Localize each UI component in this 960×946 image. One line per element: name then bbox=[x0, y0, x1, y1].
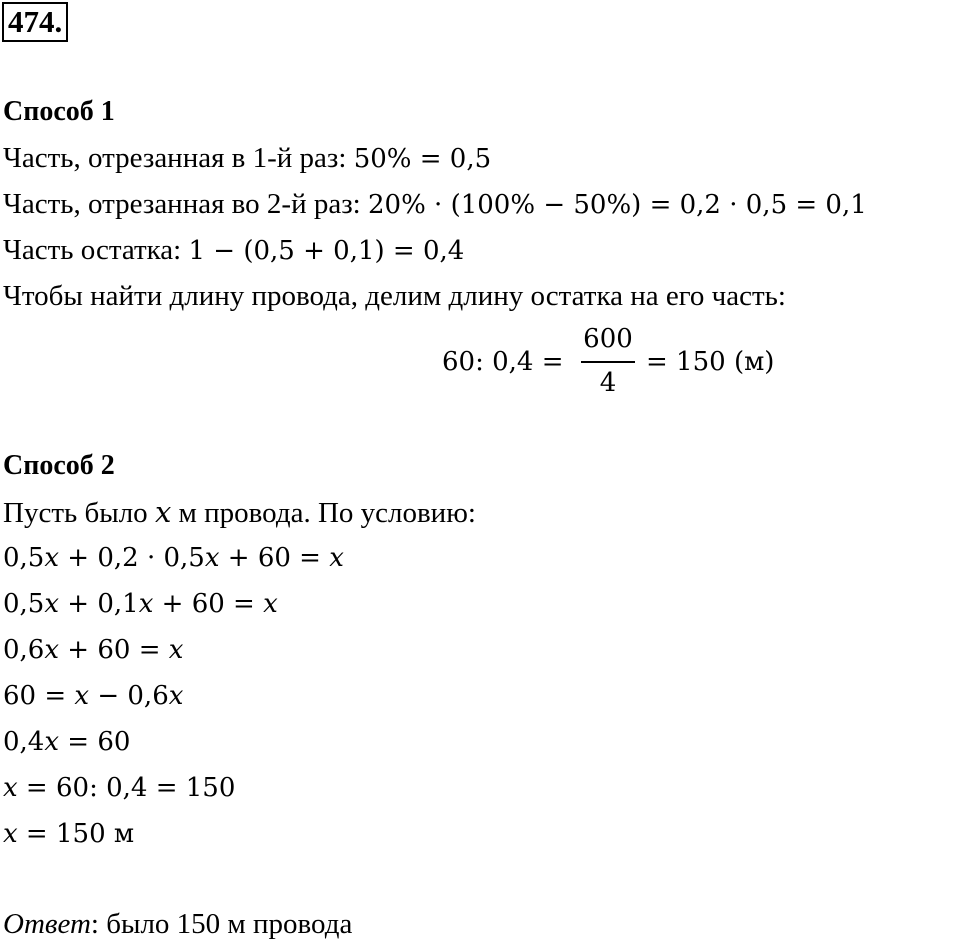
formula-numerator: 600 bbox=[583, 324, 633, 354]
intro-pre: Пусть было bbox=[3, 497, 155, 529]
line1-math: 50% = 0,5 bbox=[353, 144, 492, 174]
problem-number: 474. bbox=[2, 2, 68, 42]
method1-line3 bbox=[3, 232, 464, 269]
variable-x: x bbox=[44, 589, 60, 619]
formula-right: = 150 (м) bbox=[646, 347, 775, 377]
method1-line2 bbox=[3, 186, 867, 223]
variable-x: x bbox=[204, 543, 220, 573]
variable-x: x bbox=[74, 681, 90, 711]
answer bbox=[3, 906, 352, 942]
step-3: 0,6x + 60 = x bbox=[3, 635, 184, 665]
variable-x: x bbox=[168, 681, 184, 711]
variable-x: x bbox=[44, 727, 60, 757]
method1-heading: Способ 1 bbox=[3, 96, 115, 127]
variable-x: x bbox=[44, 635, 60, 665]
intro-post: м провода. По условию: bbox=[171, 497, 476, 529]
step-1: 0,5x + 0,2 · 0,5x + 60 = x bbox=[3, 543, 344, 573]
step-4: 60 = x − 0,6x bbox=[3, 681, 184, 711]
variable-x: x bbox=[329, 543, 344, 573]
variable-x: x bbox=[168, 635, 184, 665]
intro-var: x bbox=[154, 495, 172, 529]
fraction-bar bbox=[581, 361, 635, 363]
method1-line1 bbox=[3, 140, 491, 177]
answer-text: : было 150 м провода bbox=[90, 908, 353, 940]
step-7: x = 150 м bbox=[3, 819, 135, 849]
line2-math: 20% · (100% − 50%) = 0,2 · 0,5 = 0,1 bbox=[368, 190, 867, 220]
formula-left: 60: 0,4 = bbox=[442, 347, 564, 377]
step-6: x = 60: 0,4 = 150 bbox=[3, 773, 236, 803]
variable-x: x bbox=[3, 819, 18, 849]
variable-x: x bbox=[263, 589, 278, 619]
method1-line4: Чтобы найти длину провода, делим длину остатка на его часть: bbox=[3, 280, 786, 312]
step-2: 0,5x + 0,1x + 60 = x bbox=[3, 589, 278, 619]
variable-x: x bbox=[44, 543, 60, 573]
line2-text: Часть, отрезанная во 2-й раз: bbox=[3, 188, 368, 220]
method2-heading: Способ 2 bbox=[3, 450, 115, 481]
answer-label: Ответ bbox=[3, 908, 91, 940]
variable-x: x bbox=[3, 773, 18, 803]
step-5: 0,4x = 60 bbox=[3, 727, 131, 757]
variable-x: x bbox=[138, 589, 154, 619]
line1-text: Часть, отрезанная в 1-й раз: bbox=[3, 142, 354, 174]
line3-math: 1 − (0,5 + 0,1) = 0,4 bbox=[188, 236, 465, 266]
line3-text: Часть остатка: bbox=[3, 234, 189, 266]
method2-intro bbox=[3, 494, 476, 531]
formula-denominator: 4 bbox=[599, 368, 617, 398]
